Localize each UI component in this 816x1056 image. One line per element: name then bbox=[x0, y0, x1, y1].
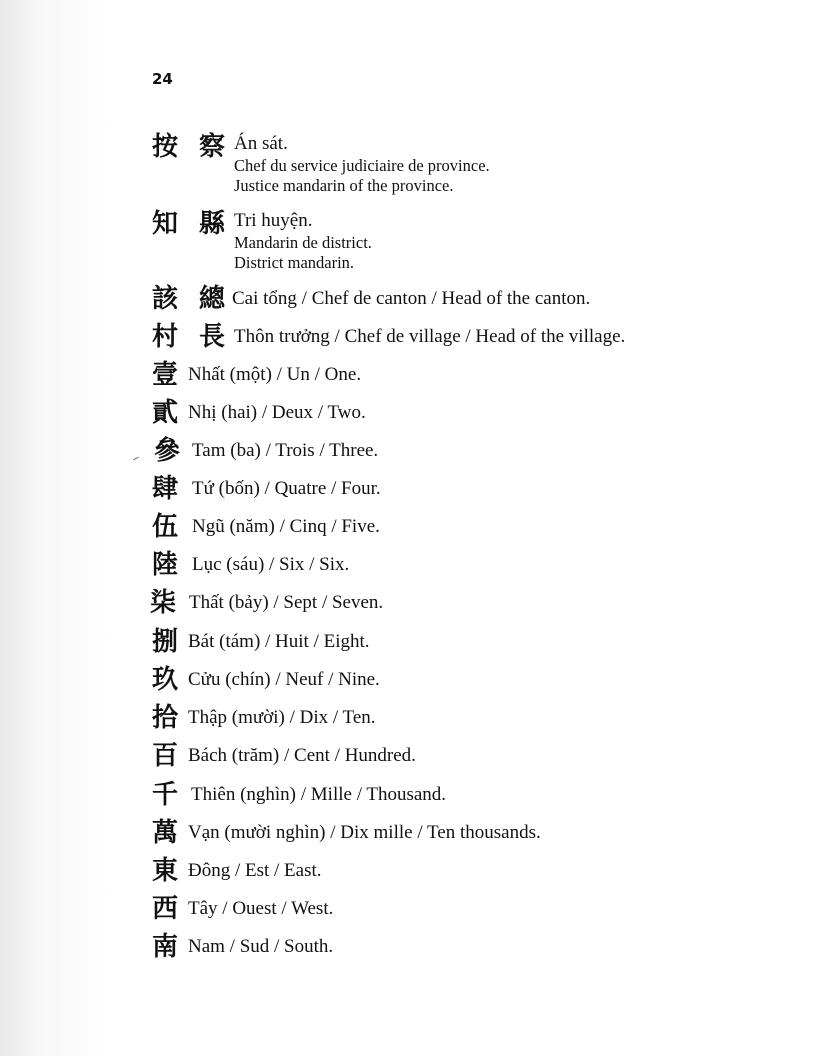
glossary-entry bbox=[150, 588, 383, 618]
han-character: 百 bbox=[152, 741, 179, 771]
glossary-entry bbox=[152, 818, 541, 848]
han-character: 陸 bbox=[152, 550, 179, 580]
entry-english: District mandarin. bbox=[234, 253, 355, 272]
han-character: 伍 bbox=[152, 512, 179, 542]
entry-text: Tam (ba) / Trois / Three. bbox=[192, 440, 379, 461]
entry-french: Mandarin de district. bbox=[234, 233, 372, 252]
han-character: 捌 bbox=[152, 627, 179, 657]
han-character: 西 bbox=[152, 894, 179, 924]
entry-text: Ngũ (năm) / Cinq / Five. bbox=[192, 516, 380, 537]
entry-text: Thập (mười) / Dix / Ten. bbox=[188, 707, 376, 728]
glossary-entry bbox=[152, 894, 333, 924]
entry-text bbox=[234, 132, 490, 196]
entry-text: Thất (bảy) / Sept / Seven. bbox=[189, 592, 384, 613]
entry-text: Bát (tám) / Huit / Eight. bbox=[188, 631, 370, 652]
han-character: 南 bbox=[152, 932, 179, 962]
entry-text: Nhất (một) / Un / One. bbox=[188, 364, 362, 385]
glossary-entry bbox=[154, 436, 378, 466]
page-number: 24 bbox=[152, 70, 173, 88]
glossary-entry bbox=[152, 703, 376, 733]
han-character: 萬 bbox=[152, 818, 179, 848]
entry-text: Cai tổng / Chef de canton / Head of the canton. bbox=[232, 288, 591, 309]
entry-text: Bách (trăm) / Cent / Hundred. bbox=[188, 745, 416, 766]
han-character: 貳 bbox=[152, 398, 179, 428]
entry-headword: Tri huyện. bbox=[234, 210, 313, 231]
glossary-entry bbox=[152, 665, 380, 695]
han-characters: 按 察 bbox=[152, 132, 232, 162]
stray-mark bbox=[133, 457, 139, 461]
glossary-entry bbox=[152, 780, 446, 810]
entry-text: Tây / Ouest / West. bbox=[188, 898, 334, 919]
entry-text bbox=[234, 209, 372, 273]
entry-english: Justice mandarin of the province. bbox=[234, 176, 454, 195]
glossary-entry bbox=[152, 209, 372, 273]
glossary-entry bbox=[152, 932, 333, 962]
glossary-entry bbox=[152, 360, 361, 390]
entry-text: Cửu (chín) / Neuf / Nine. bbox=[188, 669, 380, 690]
glossary-entry bbox=[152, 512, 380, 542]
glossary-entry bbox=[152, 398, 366, 428]
entry-text: Thôn trưởng / Chef de village / Head of the village. bbox=[234, 326, 626, 347]
han-character: 肆 bbox=[152, 474, 179, 504]
entry-text: Thiên (nghìn) / Mille / Thousand. bbox=[191, 784, 447, 805]
glossary-entry bbox=[152, 132, 490, 196]
entry-text: Vạn (mười nghìn) / Dix mille / Ten thousands. bbox=[188, 822, 541, 843]
han-characters: 該 總 bbox=[152, 284, 232, 314]
entry-french: Chef du service judiciaire de province. bbox=[234, 156, 490, 175]
han-character: 東 bbox=[152, 856, 179, 886]
han-character: 拾 bbox=[152, 703, 179, 733]
glossary-entry bbox=[152, 284, 590, 314]
glossary-entry bbox=[152, 550, 349, 580]
glossary-entry bbox=[152, 856, 322, 886]
han-character: 參 bbox=[154, 436, 181, 466]
han-character: 柒 bbox=[150, 588, 177, 618]
han-character: 玖 bbox=[152, 665, 179, 695]
entry-text: Nhị (hai) / Deux / Two. bbox=[188, 402, 366, 423]
han-character: 千 bbox=[152, 780, 179, 810]
han-character: 壹 bbox=[152, 360, 179, 390]
glossary-entry bbox=[152, 474, 381, 504]
glossary-entry bbox=[152, 627, 370, 657]
han-characters: 知 縣 bbox=[152, 209, 232, 239]
entry-text: Nam / Sud / South. bbox=[188, 936, 334, 957]
entry-text: Lục (sáu) / Six / Six. bbox=[192, 554, 350, 575]
entry-text: Tứ (bốn) / Quatre / Four. bbox=[192, 478, 381, 499]
entry-headword: Án sát. bbox=[234, 133, 288, 154]
entry-text: Đông / Est / East. bbox=[188, 860, 322, 881]
glossary-entry bbox=[152, 741, 416, 771]
glossary-entry bbox=[152, 322, 625, 352]
han-characters: 村 長 bbox=[152, 322, 232, 352]
